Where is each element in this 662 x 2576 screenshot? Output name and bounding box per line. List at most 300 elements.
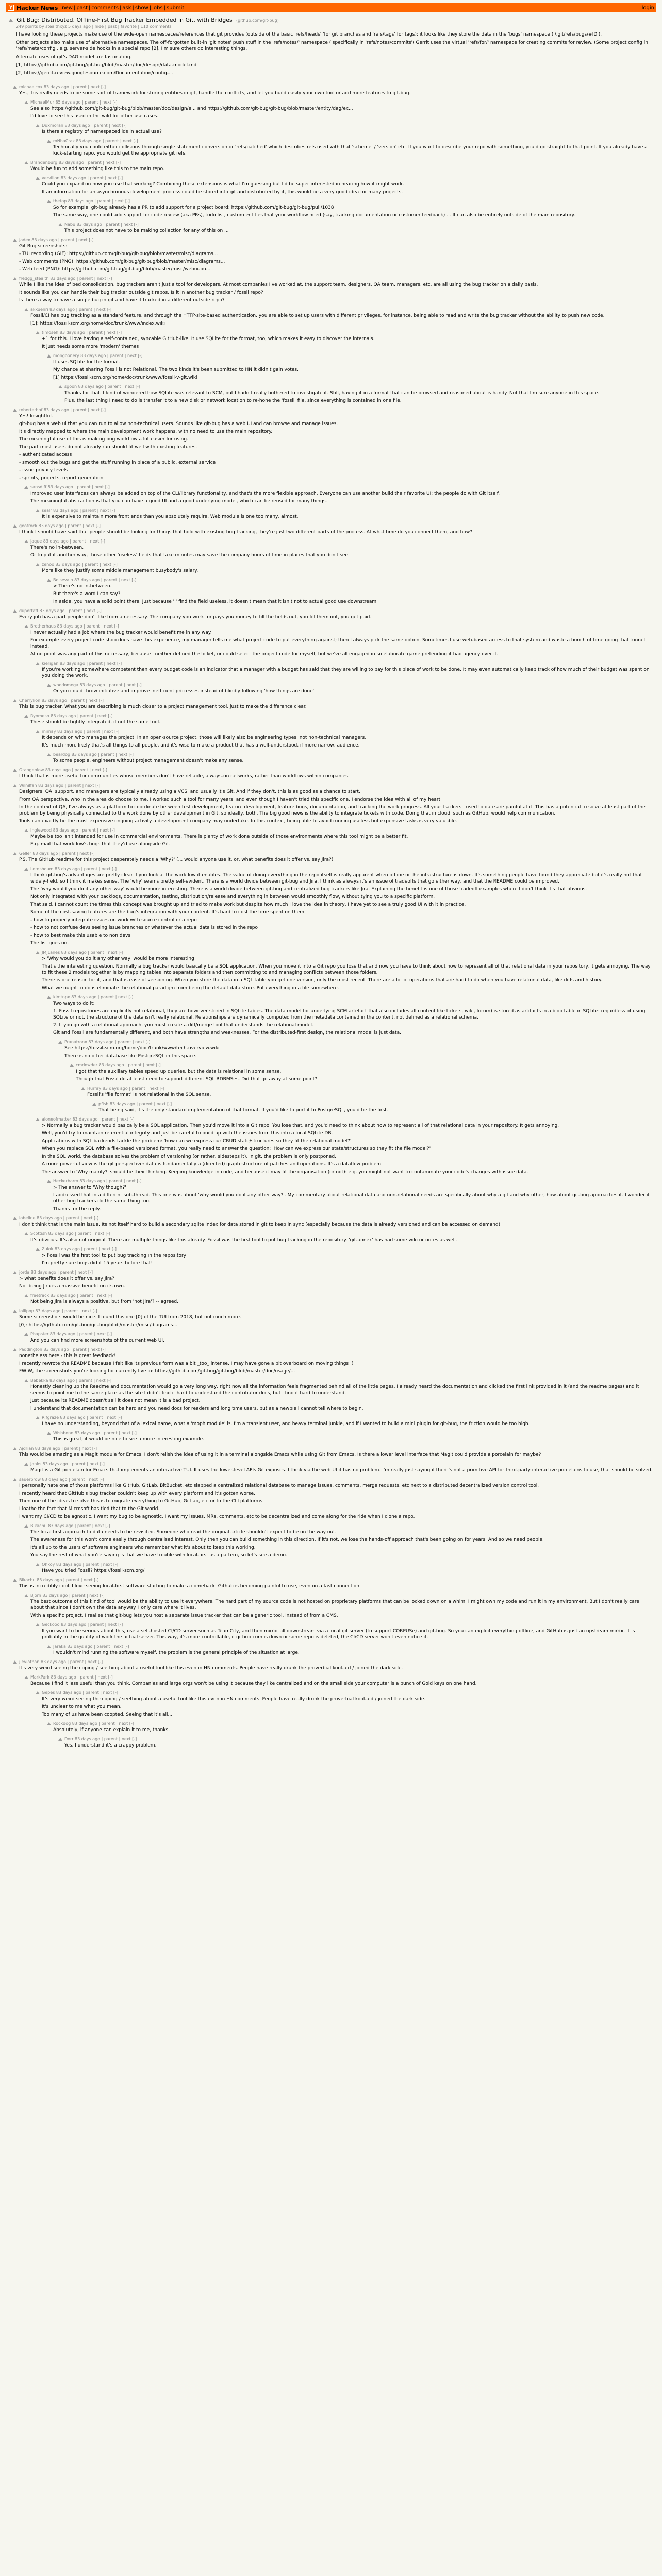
upvote-arrow-icon[interactable] (9, 19, 13, 22)
comment-header (47, 1178, 653, 1184)
comment-body (53, 359, 653, 381)
comment-paragraph: To some people, engineers without project management doesn't make any sense. (53, 758, 244, 764)
comment-paragraph: This is great, it would be nice to see a more interesting example. (53, 1437, 204, 1443)
upvote-arrow-icon[interactable] (24, 308, 28, 311)
comment (13, 1347, 653, 1375)
upvote-arrow-icon[interactable] (36, 1563, 40, 1566)
comment (24, 307, 653, 327)
nav-show[interactable]: show (135, 5, 148, 11)
comment-meta[interactable]: mongoonery 83 days ago | parent | next [-] (53, 353, 143, 359)
comment-meta[interactable]: jaque 83 days ago | parent | next [-] (30, 539, 105, 544)
story-body (16, 32, 650, 77)
comment (47, 1721, 653, 1733)
upvote-arrow-icon[interactable] (47, 1722, 51, 1725)
comment-header (13, 767, 653, 773)
comment-header (47, 682, 653, 688)
comment-header (81, 1086, 653, 1092)
upvote-arrow-icon[interactable] (13, 769, 17, 772)
comment-paragraph: There's no in-between. (30, 545, 84, 551)
comment-meta[interactable]: Nabu 83 days ago | parent | next [-] (64, 222, 139, 227)
comment (36, 175, 653, 195)
comment-header (47, 1430, 653, 1436)
comment-meta[interactable]: Pranatronx 83 days ago | parent | next [-] (64, 1040, 151, 1045)
upvote-arrow-icon[interactable] (58, 223, 62, 226)
comment-body (42, 1421, 653, 1427)
comment-paragraph: It depends on who manages the project. In an open-source project, those will likely also be engineering types, not non-technical managers. (42, 735, 367, 741)
comment-header (47, 138, 653, 144)
upvote-arrow-icon[interactable] (47, 140, 51, 143)
comment-body (64, 390, 653, 404)
comment-header (24, 538, 653, 545)
comment (47, 1430, 653, 1443)
comment-body (53, 1001, 653, 1036)
comment-meta[interactable]: cmdowder 83 days ago | parent | next [-] (76, 1063, 161, 1068)
comment-paragraph: - sprints, projects, report generation (19, 476, 104, 481)
comment-paragraph: I think that is more useful for communities whose members don't have reliable, always-on networks, rather than workflows within companies. (19, 774, 350, 779)
comment-paragraph: 1. Fossil repositories are explicitly not relational, they are however stored in SQLite tables. The data model for underlying SCM artefact that also includes all content like tickets, wiki, forum) is stored as artifacts in a blob table in SQLite: regardless of using SQLite or not, the structure of the data isn't really relational. Relationships are dynamically computed from the metadata contained in the content, not defined as a relational schema. (53, 1009, 646, 1021)
upvote-arrow-icon[interactable] (36, 951, 40, 954)
upvote-arrow-icon[interactable] (24, 1463, 28, 1466)
comment-meta[interactable]: Boisevain 83 days ago | parent | next [-] (53, 578, 137, 583)
login-link[interactable]: login (641, 5, 654, 11)
comment (81, 1086, 653, 1098)
comment-body (19, 789, 653, 824)
comment-paragraph: Absolutely, if anyone can explain it to me, thanks. (53, 1727, 170, 1733)
upvote-arrow-icon[interactable] (36, 1248, 40, 1251)
upvote-arrow-icon[interactable] (24, 715, 28, 718)
upvote-arrow-icon[interactable] (24, 625, 28, 628)
comment-meta[interactable]: mimay 83 days ago | parent | next [-] (42, 729, 120, 734)
comment-meta[interactable]: michaelcox 83 days ago | parent | next [-] (19, 84, 106, 90)
upvote-arrow-icon[interactable] (47, 753, 51, 756)
upvote-arrow-icon[interactable] (47, 200, 51, 203)
comment-paragraph: So for example, git-bug already has a PR to add support for a project board: https://github.com/git-bug/git-bug/pull/1038 (53, 205, 334, 211)
comment (24, 538, 653, 558)
comment-meta[interactable]: pfish 83 days ago | parent | next [-] (98, 1101, 172, 1107)
comment (47, 577, 653, 605)
upvote-arrow-icon[interactable] (36, 177, 40, 180)
comment-body (42, 181, 653, 195)
upvote-arrow-icon[interactable] (24, 829, 28, 832)
comment-paragraph: I got that the auxiliary tables speed up queries, but the data is relational in some sense. (76, 1069, 282, 1075)
comment-paragraph: That being said, it's the only standard implementation of that format. If you'd like to port it to PostgreSQL, you'd be the first. (98, 1108, 388, 1113)
comment-meta[interactable]: sealr 83 days ago | parent | next [-] (42, 508, 115, 513)
comment-meta[interactable]: jadex 83 days ago | parent | next [-] (19, 238, 94, 243)
comment-header (24, 1592, 653, 1599)
comment-header (13, 523, 653, 529)
comment-meta[interactable]: Bebekka 83 days ago | parent | next [-] (30, 1378, 112, 1383)
hn-logo-icon[interactable]: Y (8, 5, 14, 11)
comment-meta[interactable]: Inglewood 83 days ago | parent | next [-] (30, 828, 115, 833)
upvote-arrow-icon[interactable] (36, 662, 40, 665)
comment-meta[interactable]: Geller 83 days ago | parent | next [-] (19, 851, 95, 856)
story-title-link[interactable]: Git Bug: Distributed, Offline-First Bug Tracker Embedded in Git, with Bridges (16, 16, 233, 23)
comment-meta[interactable]: Ajdrian 83 days ago | parent | next [-] (19, 1446, 97, 1451)
comment (13, 523, 653, 535)
comment-paragraph: The awareness for this won't come easily through centralised interest. Only then you can build something in this direction. If it's not, we lose the hands-off approach that's been going on for years. And so we need people. (30, 1537, 544, 1543)
upvote-arrow-icon[interactable] (24, 161, 28, 164)
upvote-arrow-icon[interactable] (70, 1064, 74, 1067)
upvote-arrow-icon[interactable] (13, 1310, 17, 1313)
comment-meta[interactable]: beardog 83 days ago | parent | next [-] (53, 752, 134, 757)
comment-paragraph: I wouldn't mind running the software myself, the problem is the general principle of the situation at large. (53, 1650, 300, 1656)
upvote-arrow-icon[interactable] (36, 1623, 40, 1626)
upvote-arrow-icon[interactable] (36, 124, 40, 127)
comment-body (30, 719, 653, 725)
comment-meta[interactable]: Zulok 83 days ago | parent | next [-] (42, 1247, 117, 1252)
comment-paragraph: Then one of the ideas to solve this is to migrate everything to GitHub, GitLab, etc or to the CLI platforms. (19, 1499, 264, 1504)
comment-paragraph: Applications with SQL backends tackle the problem: 'how can we express our CRUD state/structures so they fit the relational model?' (42, 1139, 352, 1144)
upvote-arrow-icon[interactable] (24, 1594, 28, 1597)
comment (24, 1461, 653, 1473)
upvote-arrow-icon[interactable] (13, 1271, 17, 1274)
comment (13, 1446, 653, 1458)
story-title-row (9, 16, 653, 23)
comment-body (19, 413, 653, 481)
upvote-arrow-icon[interactable] (13, 1447, 17, 1450)
upvote-arrow-icon[interactable] (58, 1738, 62, 1741)
comment-paragraph: Technically you could either collisions through single statement conversion or 'refs/batched' which describes refs used with that 'scheme' / 'version' etc. If you want to describe your repo with something, you'd go straight to that point. If you already have a kick-starting repo, you would get the appropriate git refs. (53, 145, 648, 157)
comment-meta[interactable]: fredgg_stealth 83 days ago | parent | next [-] (19, 276, 112, 281)
comment-body (53, 1184, 653, 1212)
nav-ask[interactable]: ask (122, 5, 131, 11)
upvote-arrow-icon[interactable] (81, 1087, 85, 1090)
comment-paragraph: This project does not have to be making collection for any of this on ... (64, 228, 229, 234)
story-paragraph: I have looking these projects make use of the wide-open namespaces/references that git provides (outside of the basic 'refs/heads' 'for git branches and 'refs/tags' for tags); it looks like they store the data in the 'bugs' namespace ('/.git/refs/bugs/#ID'). (16, 32, 602, 37)
story-link[interactable]: [1] https://github.com/git-bug/git-bug/blob/master/doc/design/data-model.md (16, 62, 197, 68)
upvote-arrow-icon[interactable] (24, 1379, 28, 1382)
upvote-arrow-icon[interactable] (13, 699, 17, 702)
upvote-arrow-icon[interactable] (36, 1118, 40, 1121)
comment-paragraph: It's much more likely that's all things to all people, and it's wise to make a product that has a well-understood, if more narrow, audience. (42, 743, 360, 749)
comment-meta[interactable]: Janks 83 days ago | parent | next [-] (30, 1462, 105, 1467)
comment-meta[interactable]: Rockdog 83 days ago | parent | next [-] (53, 1721, 134, 1726)
comment-paragraph: Just because its README doesn't sell it does not mean it is a bad project. (30, 1398, 201, 1404)
comment-header (47, 353, 653, 359)
comment (58, 1736, 653, 1749)
comment (24, 1331, 653, 1344)
comment-header (13, 84, 653, 90)
comment-paragraph: I don't think that is the main issue. Its not itself hard to build a secondary sqlite index for data stored in git to keep in sync (especially because the data is already versioned and can be accessed on demand). (19, 1222, 502, 1228)
comment-meta[interactable]: Rifgraze 83 days ago | parent | next [-] (42, 1415, 122, 1420)
upvote-arrow-icon[interactable] (47, 579, 51, 582)
comment-body (42, 1123, 653, 1175)
upvote-arrow-icon[interactable] (47, 1180, 51, 1183)
comment (13, 237, 653, 273)
comment-body (19, 614, 653, 620)
comment-body (30, 490, 653, 504)
comment-body (30, 166, 653, 172)
comment-meta[interactable]: Jaraka 83 days ago | parent | next [-] (53, 1644, 129, 1649)
upvote-arrow-icon[interactable] (13, 409, 17, 412)
upvote-arrow-icon[interactable] (13, 852, 17, 855)
comment-body (42, 956, 653, 991)
comment-paragraph: Too many of us have been coopted. Seeing that it's all... (42, 1712, 173, 1718)
upvote-arrow-icon[interactable] (24, 1294, 28, 1297)
upvote-arrow-icon[interactable] (47, 996, 51, 999)
comment-meta[interactable]: woodomega 83 days ago | parent | next [-] (53, 683, 142, 688)
comment (36, 1116, 653, 1175)
upvote-arrow-icon[interactable] (13, 784, 17, 787)
comment-body (19, 282, 653, 303)
comment-body (30, 1237, 653, 1243)
comment-body (19, 1314, 653, 1328)
comment-meta[interactable]: geotrock 83 days ago | parent | next [-] (19, 523, 101, 529)
comment-meta[interactable]: Ohkoy 83 days ago | parent | next [-] (42, 1562, 119, 1567)
comment-meta[interactable]: Paddington 83 days ago | parent | next [-] (19, 1347, 106, 1352)
comment-meta[interactable]: Brandenburg 83 days ago | parent | next [-] (30, 160, 121, 165)
comment-meta[interactable]: JMJLanes 83 days ago | parent | next [-] (42, 950, 123, 955)
upvote-arrow-icon[interactable] (13, 1579, 17, 1582)
comment-meta[interactable]: Cherrylion 83 days ago | parent | next [-] (19, 698, 104, 703)
comment-body (30, 1467, 653, 1473)
comment-meta[interactable]: Duxmoran 83 days ago | parent | next [-] (42, 123, 127, 128)
nav-comments[interactable]: comments (91, 5, 119, 11)
comment (47, 198, 653, 218)
comment-header (24, 623, 653, 630)
upvote-arrow-icon[interactable] (24, 1524, 28, 1528)
upvote-arrow-icon[interactable] (92, 1103, 96, 1106)
comment (70, 1062, 653, 1082)
comment-body (19, 1583, 653, 1589)
comment-paragraph: It's unclear to me what you mean. (42, 1704, 122, 1710)
comment-meta[interactable]: sgoon 83 days ago | parent | next [-] (64, 384, 140, 389)
upvote-arrow-icon[interactable] (24, 540, 28, 543)
upvote-arrow-icon[interactable] (36, 509, 40, 512)
upvote-arrow-icon[interactable] (13, 86, 17, 89)
comment-meta[interactable]: Geckooo 83 days ago | parent | next [-] (42, 1622, 123, 1628)
nav-jobs[interactable]: jobs (152, 5, 163, 11)
comment-paragraph: Not being Jira is a massive benefit on its own. (19, 1284, 125, 1290)
nav-submit[interactable]: submit (167, 5, 185, 11)
story-paragraph: Alternate uses of git's DAG model are fascinating. (16, 54, 132, 60)
comment-body (42, 514, 653, 520)
upvote-arrow-icon[interactable] (36, 730, 40, 733)
comment-header (47, 994, 653, 1001)
upvote-arrow-icon[interactable] (58, 385, 62, 388)
comment-paragraph: Or to put it another way, those other 'useless' fields that take minutes may save the company hours of time in places that you don't see. (30, 553, 350, 558)
nav-new[interactable]: new (62, 5, 73, 11)
comment (36, 507, 653, 520)
upvote-arrow-icon[interactable] (24, 1333, 28, 1336)
comment-paragraph: Two ways to do it: (53, 1001, 95, 1007)
comment-header (36, 1246, 653, 1252)
comment-meta[interactable]: Hurray 83 days ago | parent | next [-] (87, 1086, 164, 1091)
comment-meta[interactable]: Brotherhaus 83 days ago | parent | next [-] (30, 624, 119, 629)
comment-meta[interactable]: akkuenri 83 days ago | parent | next [-] (30, 307, 112, 312)
comment-paragraph: The list goes on. (30, 941, 69, 946)
comment-body (19, 1276, 653, 1290)
comment-meta[interactable]: Bikachu 83 days ago | parent | next [-] (30, 1523, 110, 1529)
comment-header (47, 1721, 653, 1727)
upvote-arrow-icon[interactable] (24, 486, 28, 489)
comment-paragraph: At no point was any part of this necessary, because I neither defined the ticket, or could select the project code for myself, but we've all engaged in so elaborate game pretending it had agency over it. (30, 652, 498, 657)
comment-paragraph: It's very weird seeing the coping / seething about a useful tool like this even in HN comments. People have really drunk the proverbial kool-aid / joined the dark side. (42, 1697, 426, 1702)
comment-meta[interactable]: lobeline 83 days ago | parent | next [-] (19, 1216, 99, 1221)
comment-header (24, 1378, 653, 1384)
upvote-arrow-icon[interactable] (47, 684, 51, 687)
comment-meta[interactable]: vervilion 83 days ago | parent | next [-] (42, 176, 123, 181)
comment-meta[interactable]: dupertaff 83 days ago | parent | next [-] (19, 608, 102, 614)
comment-header (24, 160, 653, 166)
upvote-arrow-icon[interactable] (13, 1217, 17, 1220)
comment-paragraph: Git Bug screenshots: (19, 244, 68, 249)
nav-past[interactable]: past (76, 5, 88, 11)
comment-meta[interactable]: Bikachu 83 days ago | parent | next [-] (19, 1578, 99, 1583)
comment-meta[interactable]: sansdiff 83 days ago | parent | next [-] (30, 485, 110, 490)
comment-paragraph: +1 for this. I love having a self-contained, syncable GitHub-like. It use SQLite for the format, too, which makes it easy to discover the internals. (42, 336, 375, 342)
comment-paragraph: For example every project code shop does have this experience, my manager tells me what project code to put everything against; then I always pick the same option. Sometimes I use web-based access to that system and waste a bunch of time going that tunnel instead. (30, 638, 646, 650)
upvote-arrow-icon[interactable] (24, 1232, 28, 1235)
site-name[interactable]: Hacker News (16, 4, 58, 11)
upvote-arrow-icon[interactable] (36, 563, 40, 566)
comment-body (30, 313, 653, 327)
comment (13, 1308, 653, 1328)
comment (24, 1231, 653, 1243)
comment-meta[interactable]: freetrack 83 days ago | parent | next [-] (30, 1293, 112, 1298)
comment-paragraph: Honestly cleaning up the Readme and documentation would go a very long way, right now all the information feels fragmented behind all of the little pages. I already heard the documentation and clicked the first link provided in it (and the readme pages) and it seems to point me to the same place as the site I didn't find it hard to understand the contributor docs, but I find it hard to understand. (30, 1384, 639, 1396)
comment-header (36, 123, 653, 129)
comment-meta[interactable]: thetop 83 days ago | parent | next [-] (53, 199, 130, 204)
comment-paragraph: > 'Why would you do it any other way' would be more interesting (42, 956, 194, 962)
comment-meta[interactable]: Lordshoum 83 days ago | parent | next [-] (30, 867, 117, 872)
comment-paragraph: E.g. mail that workflow's bugs that they'd use alongside Git. (30, 842, 171, 848)
comment-paragraph: The meaningful abstraction is that you can have a good UI and a good underlying model, which can be reused for many things. (30, 499, 327, 504)
comment (36, 950, 653, 991)
comment-meta[interactable]: mNhaCraz 83 days ago | parent | next [-] (53, 139, 138, 144)
comment-body (19, 1665, 653, 1671)
comment-meta[interactable]: zenoo 83 days ago | parent | next [-] (42, 562, 118, 567)
comment-meta[interactable]: Scottish 83 days ago | parent | next [-] (30, 1231, 110, 1236)
comment-header (24, 1231, 653, 1237)
comment-meta[interactable]: Gepes 83 days ago | parent | next [-] (42, 1690, 119, 1696)
comment-paragraph: git-bug has a web ui that you can run to allow non-technical users. Sounds like git-bug has a web UI and can browse and manage issues. (19, 421, 338, 427)
comment (36, 1622, 653, 1640)
upvote-arrow-icon[interactable] (13, 524, 17, 528)
upvote-arrow-icon[interactable] (58, 1041, 62, 1044)
comment-paragraph: That's the interesting question. Normally a bug tracker would basically be a SQL application. When you move it into a Git repo you lose that and now you have to think about how to represent all of that relational data in your repository. It gets annoying. The way to fit these 2 models together is by mapping tables into separate folders and then committing to and managing conflicts between those folders. (42, 964, 651, 976)
comment-paragraph: When you replace SQL with a file-based versioned format, you really need to answer the question: 'How can we express our state/structures so they fit the file model?' (42, 1146, 431, 1152)
comment-paragraph: There is no other database like PostgreSQL in this space. (64, 1054, 197, 1059)
upvote-arrow-icon[interactable] (13, 239, 17, 242)
comment (36, 330, 653, 350)
comment-paragraph: There is one reason for it, and that is ease of versioning. When you store the data in a SQL table you get one version, only the most recent. There are a lot of operations that are hard to do when you have relational data, like diffs and history. (42, 978, 603, 984)
comment-paragraph: Yes! Insightful. (19, 414, 53, 419)
comment-header (47, 577, 653, 583)
comment-paragraph: Or you could throw initiative and improve inefficient processes instead of blindly following 'how things are done'. (53, 689, 316, 694)
comment-paragraph: From QA perspective, who in the area do choose to me. I worked such a tool for many years, and even though I haven't tried this specific one, I endorse the idea with all of my heart. (19, 797, 442, 803)
comment-header (13, 1577, 653, 1583)
comment (13, 1215, 653, 1228)
comment-meta[interactable]: sauerbrow 83 days ago | parent | next [-] (19, 1477, 104, 1482)
comment-header (13, 407, 653, 413)
comment-meta[interactable]: jleviathan 83 days ago | parent | next [-] (19, 1659, 103, 1665)
comment-header (36, 660, 653, 667)
comment-meta[interactable]: timoseh 83 days ago | parent | next [-] (42, 330, 122, 335)
comment (13, 407, 653, 481)
comment-meta[interactable]: aloneofmatter 83 days ago | parent | next [-] (42, 1117, 135, 1122)
story-link[interactable]: [2] https://gerrit-review.googlesource.com/Documentation/config-... (16, 71, 173, 76)
comment-meta[interactable]: kierigan 83 days ago | parent | next [-] (42, 661, 122, 666)
comment-meta[interactable]: Ryomesn 83 days ago | parent | next [-] (30, 714, 113, 719)
comment-meta[interactable]: Wishbone 83 days ago | parent | next [-] (53, 1431, 137, 1436)
comment-meta[interactable]: roberterhof 83 days ago | parent | next [-] (19, 408, 106, 413)
upvote-arrow-icon[interactable] (36, 1416, 40, 1419)
upvote-arrow-icon[interactable] (47, 1432, 51, 1435)
upvote-arrow-icon[interactable] (13, 277, 17, 280)
comment (13, 1659, 653, 1671)
comment-meta[interactable]: Phapster 83 days ago | parent | next [-] (30, 1332, 112, 1337)
comment-body (19, 1483, 653, 1520)
comment (13, 1477, 653, 1520)
upvote-arrow-icon[interactable] (36, 331, 40, 334)
upvote-arrow-icon[interactable] (13, 609, 17, 613)
comment-body (19, 773, 653, 779)
comment-paragraph: I loathe the fact that Microsoft has tied that to the Git world. (19, 1506, 160, 1512)
comment-meta[interactable]: MichaelMur 85 days ago | parent | next [-] (30, 100, 118, 105)
comment-paragraph: I think I should have said that people should be looking for things that hold with existing bug tracking, they're just two different parts of the process. At what time do you connect them, and how? (19, 530, 473, 535)
comment-body (53, 205, 653, 218)
comment (24, 1378, 653, 1412)
comment-meta[interactable]: Heckerbarm 83 days ago | parent | next [-] (53, 1179, 142, 1184)
comment-paragraph: nonetheless here - this is great feedback! (19, 1353, 116, 1359)
upvote-arrow-icon[interactable] (36, 1691, 40, 1694)
comment (24, 713, 653, 725)
comment-paragraph: See https://fossil-scm.org/home/doc/trunk/www/tech-overview.wiki (64, 1046, 220, 1052)
comment-meta[interactable]: lollipop 83 days ago | parent | next [-] (19, 1309, 97, 1314)
upvote-arrow-icon[interactable] (47, 1645, 51, 1648)
comment-body (53, 688, 653, 694)
upvote-arrow-icon[interactable] (13, 1478, 17, 1481)
comment-paragraph: - Web comments (PNG): https://github.com/git-bug/git-bug/blob/master/misc/diagrams... (19, 259, 225, 265)
comment-paragraph: > The answer to 'Why though?' (53, 1185, 126, 1191)
comment-header (47, 1643, 653, 1650)
upvote-arrow-icon[interactable] (24, 868, 28, 871)
comment-meta[interactable]: MarkPark 83 days ago | parent | next [-] (30, 1675, 113, 1680)
upvote-arrow-icon[interactable] (13, 1660, 17, 1664)
comment-paragraph: Some of the cost-saving features are the bug's integration with your content. It's hard to cost the time spent on them. (30, 910, 306, 916)
comment-header (13, 1659, 653, 1665)
comment-header (13, 698, 653, 704)
comment-paragraph: It is expensive to maintain more front ends than you absolutely require. Web module is one too many, almost. (42, 514, 299, 520)
comment-paragraph: I want my CI/CD to be agnostic. I want my bug to be agnostic. I want my issues, MRs, comments, etc to be decentralized and come along for the ride when I clone a repo. (19, 1514, 415, 1520)
comment-meta[interactable]: Orangeblow 83 days ago | parent | next [-] (19, 768, 108, 773)
comment-paragraph: Is there a way to have a single bug in git and have it tracked in a different outside repo? (19, 298, 225, 303)
upvote-arrow-icon[interactable] (24, 1676, 28, 1679)
upvote-arrow-icon[interactable] (47, 354, 51, 358)
story-site[interactable]: (github.com/git-bug) (236, 18, 279, 23)
upvote-arrow-icon[interactable] (24, 101, 28, 104)
comment-meta[interactable]: Dorr 83 days ago | parent | next [-] (64, 1737, 137, 1742)
comment-meta[interactable]: jorda 83 days ago | parent | next [-] (19, 1270, 93, 1275)
comment-body (64, 1742, 653, 1749)
comment-body (30, 1599, 653, 1619)
comment-body (42, 1628, 653, 1640)
comment-paragraph: [0]: https://github.com/git-bug/git-bug/blob/master/misc/diagrams... (19, 1323, 178, 1328)
comment (58, 222, 653, 234)
upvote-arrow-icon[interactable] (13, 1348, 17, 1351)
comment (13, 84, 653, 96)
comment-meta[interactable]: Wilnilfan 83 days ago | parent | next [-] (19, 783, 101, 788)
comment (36, 1690, 653, 1718)
comment-header (36, 562, 653, 568)
comment (47, 138, 653, 157)
comment-body (42, 129, 653, 135)
comment-meta[interactable]: klmtnpx 83 days ago | parent | next [-] (53, 995, 134, 1000)
comment-body (42, 336, 653, 350)
comment (24, 1293, 653, 1305)
comment-meta[interactable]: Bjorn 83 days ago | parent | next [-] (30, 1593, 105, 1598)
